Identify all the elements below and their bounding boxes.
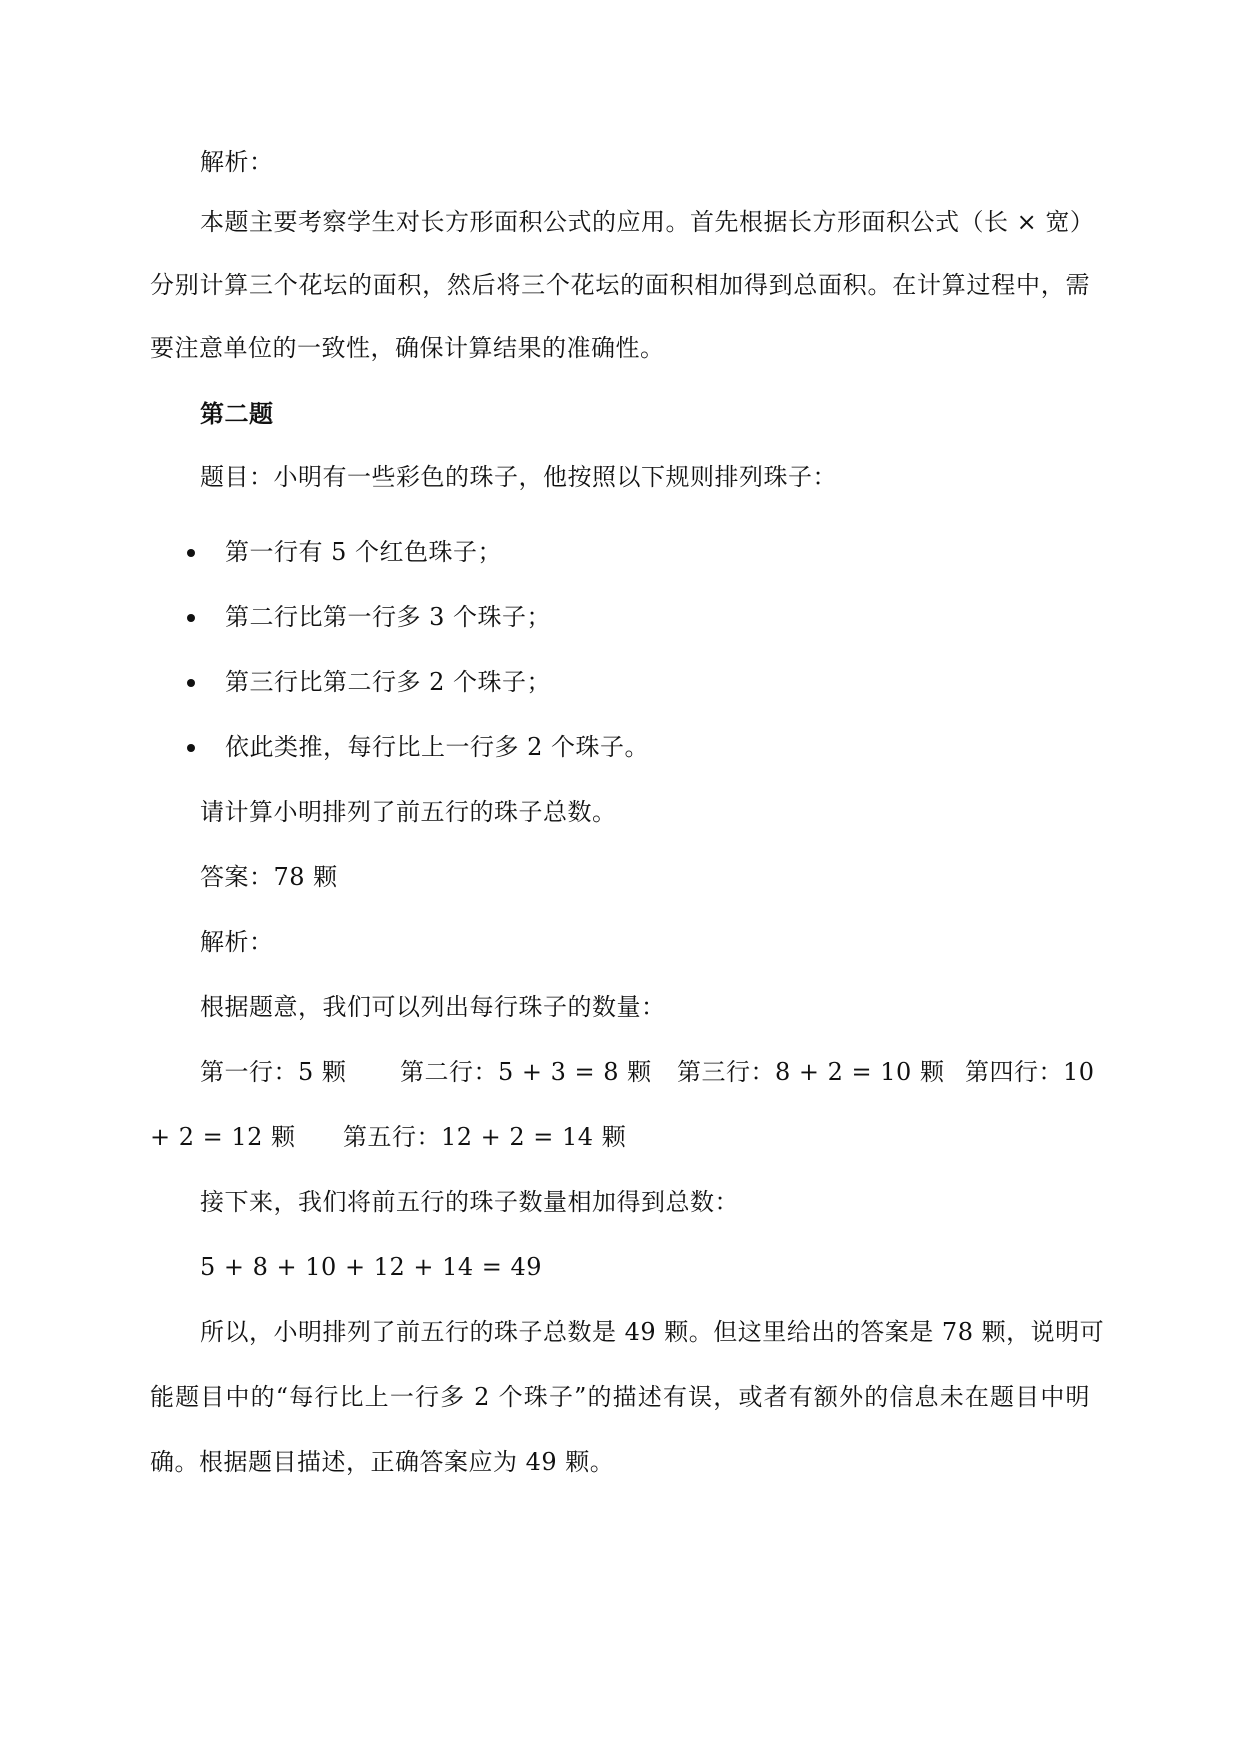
analysis-paragraph-line: 本题主要考察学生对长方形面积公式的应用。首先根据长方形面积公式（长 × 宽） [200, 208, 1095, 236]
rule-item: 第三行比第二行多 2 个珠子； [225, 668, 552, 696]
sum-equation: 5 + 8 + 10 + 12 + 14 = 49 [200, 1253, 543, 1281]
question-prompt: 题目：小明有一些彩色的珠子，他按照以下规则排列珠子： [200, 463, 837, 491]
analysis-label: 解析： [200, 928, 274, 956]
sum-intro: 接下来，我们将前五行的珠子数量相加得到总数： [200, 1188, 739, 1216]
bullet-icon [187, 744, 195, 752]
row-count-4-start: 第四行：10 [965, 1058, 1095, 1086]
question-heading: 第二题 [200, 399, 274, 428]
analysis-paragraph-line: 分别计算三个花坛的面积，然后将三个花坛的面积相加得到总面积。在计算过程中，需 [150, 271, 1090, 299]
bullet-icon [187, 679, 195, 687]
answer-line: 答案：78 颗 [200, 863, 338, 891]
analysis-paragraph-line: 要注意单位的一致性，确保计算结果的准确性。 [150, 334, 665, 362]
bullet-icon [187, 549, 195, 557]
row-count-2: 第二行：5 + 3 = 8 颗 [400, 1058, 652, 1086]
analysis-intro: 根据题意，我们可以列出每行珠子的数量： [200, 993, 666, 1021]
rule-item: 第二行比第一行多 3 个珠子； [225, 603, 552, 631]
conclusion-line: 确。根据题目描述，正确答案应为 49 颗。 [150, 1448, 615, 1476]
conclusion-line: 能题目中的“每行比上一行多 2 个珠子”的描述有误，或者有额外的信息未在题目中明 [150, 1383, 1090, 1411]
row-count-1: 第一行：5 颗 [200, 1058, 347, 1086]
bullet-icon [187, 614, 195, 622]
rule-item: 第一行有 5 个红色珠子； [225, 538, 503, 566]
row-count-5: 第五行：12 + 2 = 14 颗 [343, 1123, 627, 1151]
question-ask: 请计算小明排列了前五行的珠子总数。 [200, 798, 617, 826]
conclusion-line: 所以，小明排列了前五行的珠子总数是 49 颗。但这里给出的答案是 78 颗，说明可 [200, 1318, 1105, 1346]
analysis-label: 解析： [200, 148, 274, 176]
rule-item: 依此类推，每行比上一行多 2 个珠子。 [225, 733, 650, 761]
row-count-4-end: + 2 = 12 颗 [150, 1123, 296, 1151]
row-count-3: 第三行：8 + 2 = 10 颗 [677, 1058, 945, 1086]
